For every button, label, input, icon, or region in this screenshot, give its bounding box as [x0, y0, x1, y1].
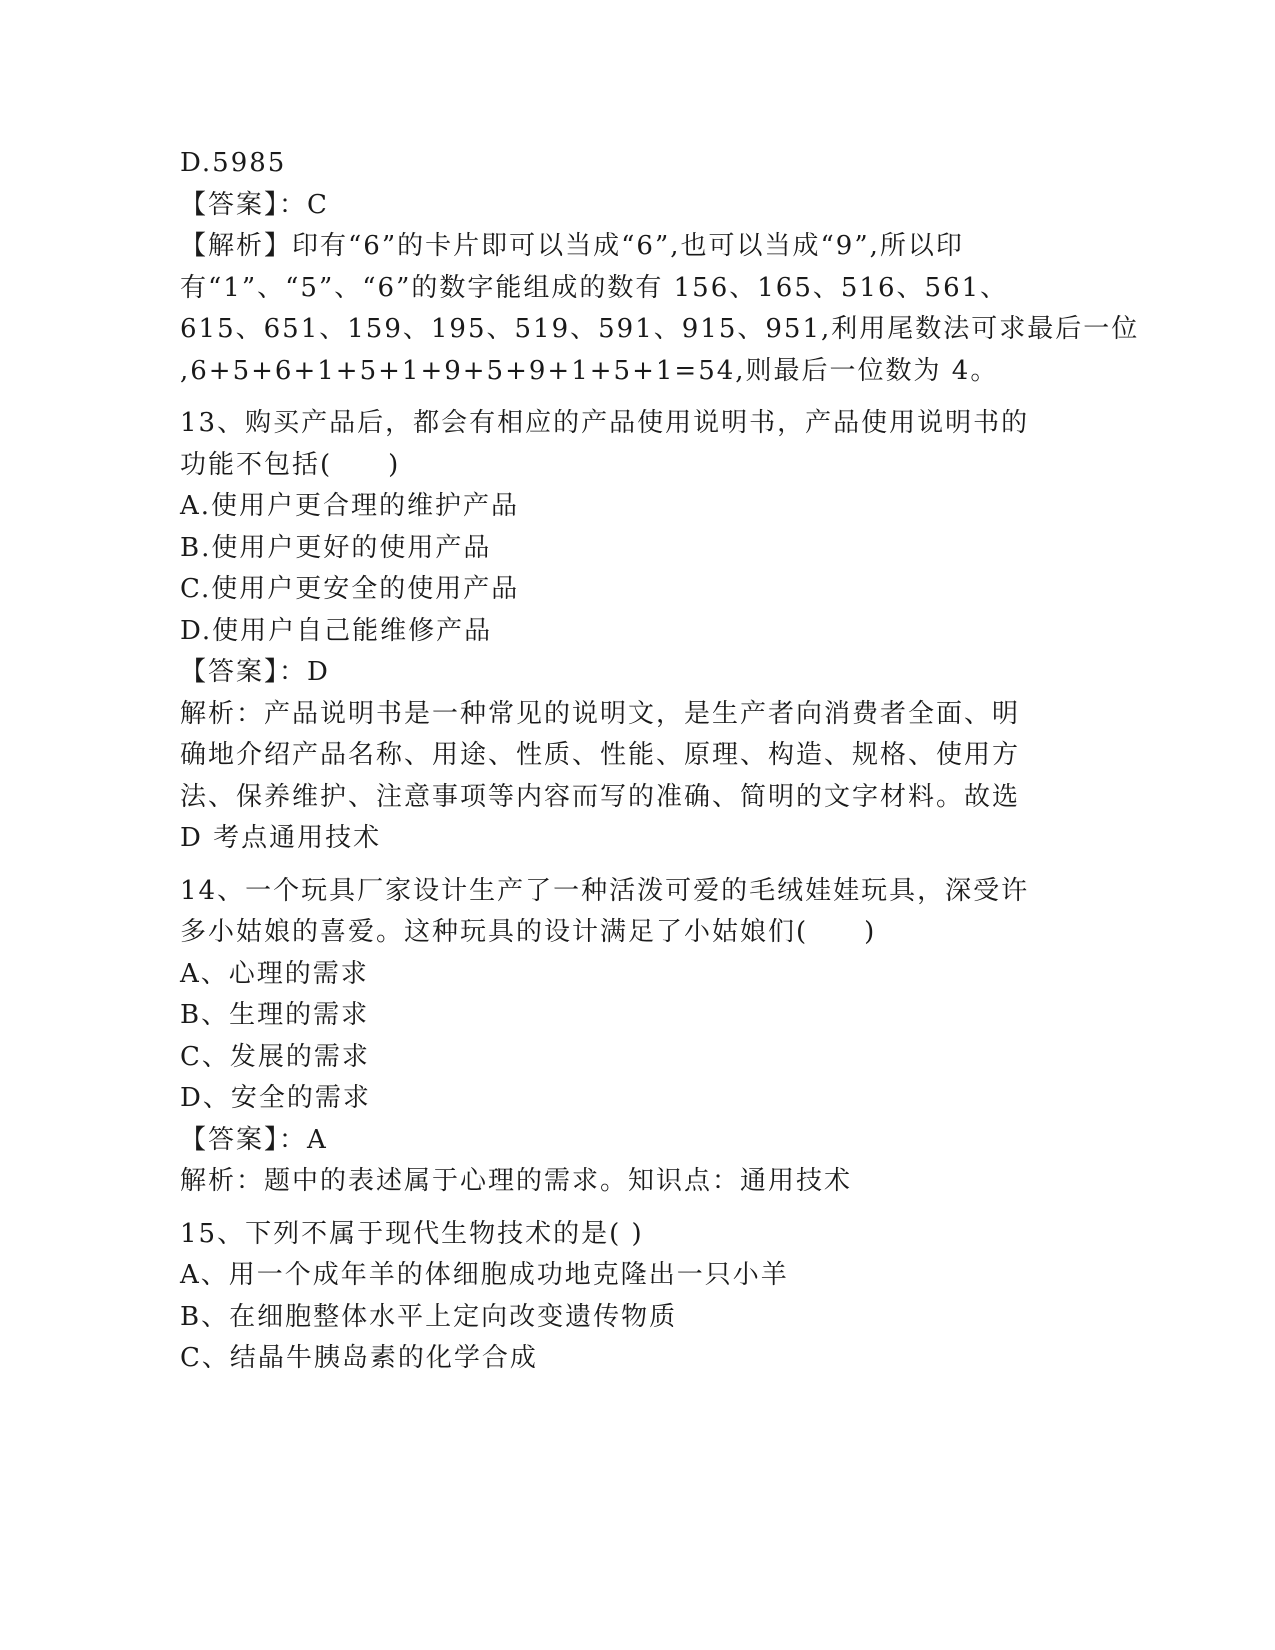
option-b: B、在细胞整体水平上定向改变遗传物质	[180, 1301, 678, 1332]
question-text: 15、下列不属于现代生物技术的是( )	[180, 1218, 644, 1249]
option-c: C、结晶牛胰岛素的化学合成	[180, 1343, 538, 1373]
analysis-line: D 考点通用技术	[180, 823, 382, 853]
answer-line: 【答案】：A	[180, 1124, 328, 1155]
option-a: A.使用户更合理的维护产品	[180, 491, 520, 521]
analysis-line: 有“1”、“5”、“6”的数字能组成的数有 156、165、516、561、	[180, 272, 1009, 303]
document-page	[180, 143, 1140, 1380]
answer-line: 【答案】：C	[180, 189, 329, 220]
analysis-line: 法、保养维护、注意事项等内容而写的准确、简明的文字材料。故选	[180, 781, 1021, 812]
option-a: A、用一个成年羊的体细胞成功地克隆出一只小羊	[180, 1260, 789, 1290]
analysis-line: ,6+5+6+1+5+1+9+5+9+1+5+1=54,则最后一位数为 4。	[180, 355, 999, 386]
option-d: D.5985	[180, 148, 287, 178]
question-14	[180, 871, 1040, 1203]
question-13	[180, 403, 1040, 860]
question-text: 14、一个玩具厂家设计生产了一种活泼可爱的毛绒娃娃玩具，深受许	[180, 875, 1030, 906]
analysis-line: 615、651、159、195、519、591、915、951,利用尾数法可求最后一位	[180, 314, 1140, 344]
option-c: C、发展的需求	[180, 1041, 370, 1072]
option-b: B.使用户更好的使用产品	[180, 532, 492, 563]
option-a: A、心理的需求	[180, 958, 369, 989]
question-text: 功能不包括( )	[180, 449, 401, 480]
analysis-line: 解析：产品说明书是一种常见的说明文，是生产者向消费者全面、明	[180, 698, 1021, 729]
analysis-line: 解析：题中的表述属于心理的需求。知识点：通用技术	[180, 1166, 853, 1196]
question-15	[180, 1214, 1040, 1380]
option-d: D、安全的需求	[180, 1083, 371, 1113]
analysis-line: 【解析】印有“6”的卡片即可以当成“6”,也可以当成“9”,所以印	[180, 231, 964, 261]
option-b: B、生理的需求	[180, 1000, 370, 1030]
question-text: 多小姑娘的喜爱。这种玩具的设计满足了小姑娘们( )	[180, 917, 877, 947]
option-d: D.使用户自己能维修产品	[180, 615, 493, 646]
question-text: 13、购买产品后，都会有相应的产品使用说明书，产品使用说明书的	[180, 408, 1030, 438]
analysis-line: 确地介绍产品名称、用途、性质、性能、原理、构造、规格、使用方	[180, 740, 1021, 770]
question-12-tail	[180, 143, 1140, 392]
answer-line: 【答案】：D	[180, 657, 330, 687]
option-c: C.使用户更安全的使用产品	[180, 574, 520, 604]
